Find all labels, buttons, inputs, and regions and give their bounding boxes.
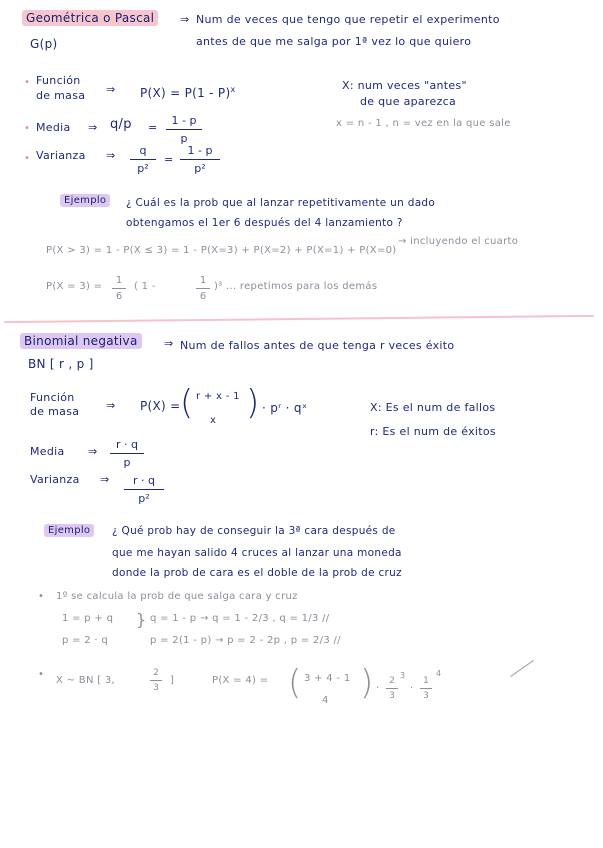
geometric-media-arrow: ⇒ <box>88 121 98 134</box>
geometric-var-fraction-1 <box>130 144 156 175</box>
geometric-example-label <box>60 196 110 206</box>
right-paren-icon: ) <box>360 663 374 703</box>
bn-step-4-exp-1: 3 <box>400 671 406 680</box>
pencil-stroke <box>510 660 534 677</box>
bn-media-numerator: r · q <box>110 438 144 454</box>
bn-definition: Num de fallos antes de que tenga r veces éxito <box>180 339 455 352</box>
geometric-example-calc-2-end: )³ ... repetimos para los demás <box>214 281 378 292</box>
bullet-icon: • <box>24 153 31 164</box>
bn-step-4-frac-num: 2 <box>150 668 162 681</box>
geometric-media-lhs: q/p <box>110 117 132 132</box>
bn-example-line2: que me hayan salido 4 cruces al lanzar una moneda <box>112 547 402 559</box>
bn-var-fraction <box>124 474 164 505</box>
bullet-icon: • <box>24 123 31 134</box>
geometric-example-calc-2-mid: ( 1 - <box>134 281 156 292</box>
geometric-media-fraction <box>166 114 202 145</box>
geometric-example-f2-num: 1 <box>196 275 210 289</box>
geometric-media-denominator: p <box>180 132 188 145</box>
bn-step-4-exp-2: 4 <box>436 669 442 678</box>
geometric-media-numerator: 1 - p <box>166 114 202 130</box>
geometric-example-line2: obtengamos el 1er 6 después del 4 lanzamiento ? <box>126 217 403 229</box>
bn-step-4a: X ~ BN [ 3, <box>56 675 116 686</box>
geometric-var-denominator: p² <box>137 162 149 175</box>
geometric-example-fraction-2 <box>196 275 210 302</box>
bn-step-4-f2-den: 3 <box>423 691 429 701</box>
geometric-notation: G(p) <box>30 37 58 51</box>
geometric-example-line1: ¿ Cuál es la prob que al lanzar repetitivamente un dado <box>126 197 436 209</box>
geometric-var-eq: = <box>164 153 174 166</box>
bullet-icon: • <box>38 591 45 602</box>
bn-example-line3: donde la prob de cara es el doble de la prob de cruz <box>112 567 402 579</box>
bn-step-4-mid: · <box>410 683 414 694</box>
geometric-example-calc-1: P(X > 3) = 1 - P(X ≤ 3) = 1 - P(X=3) + P(X=2) + P(X=1) + P(X=0) <box>46 245 397 256</box>
geometric-var-label: Varianza <box>36 149 86 162</box>
bn-step-3a: p = 2 · q <box>62 635 109 646</box>
geometric-example-label-highlight: Ejemplo <box>60 194 110 207</box>
bn-mass-lhs: P(X) = <box>140 399 181 413</box>
bn-var-label: Varianza <box>30 473 80 486</box>
geometric-x-note-2: de que aparezca <box>360 95 457 108</box>
bn-arrow: ⇒ <box>164 337 174 350</box>
bn-step-4-fraction-1 <box>386 676 398 701</box>
bn-step-3b: p = 2(1 - p) → p = 2 - 2p , p = 2/3 // <box>150 635 341 646</box>
section-divider <box>4 315 594 323</box>
bn-heading <box>20 335 142 347</box>
bn-example-label <box>44 526 94 536</box>
bn-r-note: r: Es el num de éxitos <box>370 425 496 438</box>
bn-example-line1: ¿ Qué prob hay de conseguir la 3ª cara después de <box>112 525 396 537</box>
bn-example-label-highlight: Ejemplo <box>44 524 94 537</box>
bn-heading-highlight: Binomial negativa <box>20 333 142 349</box>
bn-var-numerator: r · q <box>124 474 164 490</box>
bn-step-4-frac-den: 3 <box>153 683 159 693</box>
geometric-example-calc-2-lhs: P(X = 3) = <box>46 281 103 292</box>
bn-mass-rhs: · pʳ · qˣ <box>262 401 308 415</box>
bn-media-label: Media <box>30 445 65 458</box>
geometric-example-f1-den: 6 <box>115 291 123 302</box>
brace-icon: } <box>136 610 147 629</box>
bn-step-2a: 1 = p + q <box>62 613 114 624</box>
bn-media-arrow: ⇒ <box>88 445 98 458</box>
geometric-mass-formula <box>140 86 235 99</box>
geometric-x-note-1: X: num veces "antes" <box>342 79 467 92</box>
geometric-var-fraction-2 <box>180 144 220 175</box>
bn-step-4-f1-num: 2 <box>386 676 398 689</box>
geometric-example-f1-num: 1 <box>112 275 126 289</box>
geometric-var-denominator-2: p² <box>194 162 206 175</box>
bn-step-4-binomial-top: 3 + 4 - 1 <box>304 673 351 684</box>
bn-mass-binomial-top: r + x - 1 <box>196 391 240 402</box>
geometric-mass-label-1: Función <box>36 74 81 87</box>
geometric-x-note-pencil: x = n - 1 , n = vez en la que sale <box>336 118 511 129</box>
geometric-media-eq: = <box>148 121 158 134</box>
bn-x-note: X: Es el num de fallos <box>370 401 496 414</box>
bn-step-4-fraction-2 <box>420 676 432 701</box>
left-paren-icon: ( <box>180 383 194 423</box>
bn-mass-label-2: de masa <box>30 405 80 418</box>
right-paren-icon: ) <box>246 383 260 423</box>
bn-var-denominator: p² <box>138 492 150 505</box>
bn-step-1: 1º se calcula la prob de que salga cara y cruz <box>56 591 298 602</box>
bullet-icon: • <box>38 669 45 680</box>
bn-step-4-close: ] <box>170 675 175 686</box>
geometric-mass-label-2: de masa <box>36 89 86 102</box>
bn-mass-arrow: ⇒ <box>106 399 116 412</box>
bn-var-arrow: ⇒ <box>100 473 110 486</box>
bn-step-4b: P(X = 4) = <box>212 675 269 686</box>
left-paren-icon: ( <box>288 663 302 703</box>
bn-media-fraction <box>110 438 144 469</box>
geometric-definition-line2: antes de que me salga por 1ª vez lo que quiero <box>196 35 472 48</box>
bn-media-denominator: p <box>123 456 131 469</box>
geometric-var-numerator: q <box>130 144 156 160</box>
bn-notation: BN [ r , p ] <box>28 357 94 371</box>
geometric-example-fraction-1 <box>112 275 126 302</box>
bn-step-4-binomial-bottom: 4 <box>322 695 329 706</box>
bn-step-2b: q = 1 - p → q = 1 - 2/3 , q = 1/3 // <box>150 613 330 624</box>
bn-step-4-f1-den: 3 <box>389 691 395 701</box>
geometric-example-note: → incluyendo el cuarto <box>398 236 519 247</box>
bn-mass-binomial-bottom: x <box>210 415 217 426</box>
bn-step-4-fraction <box>150 668 162 693</box>
geometric-example-f2-den: 6 <box>199 291 207 302</box>
bn-mass-label-1: Función <box>30 391 75 404</box>
bullet-icon: • <box>24 77 31 88</box>
geometric-heading <box>22 12 158 24</box>
geometric-mass-exponent: x <box>230 85 236 94</box>
geometric-arrow: ⇒ <box>180 13 190 26</box>
geometric-media-label: Media <box>36 121 71 134</box>
geometric-heading-highlight: Geométrica o Pascal <box>22 10 158 26</box>
geometric-mass-arrow: ⇒ <box>106 83 116 96</box>
geometric-mass-formula-text: P(X) = P(1 - P) <box>140 86 231 100</box>
geometric-var-arrow: ⇒ <box>106 149 116 162</box>
geometric-var-numerator-2: 1 - p <box>180 144 220 160</box>
bn-step-4-f2-num: 1 <box>420 676 432 689</box>
geometric-definition-line1: Num de veces que tengo que repetir el experimento <box>196 13 500 26</box>
bn-step-4-dot: · <box>376 683 380 694</box>
